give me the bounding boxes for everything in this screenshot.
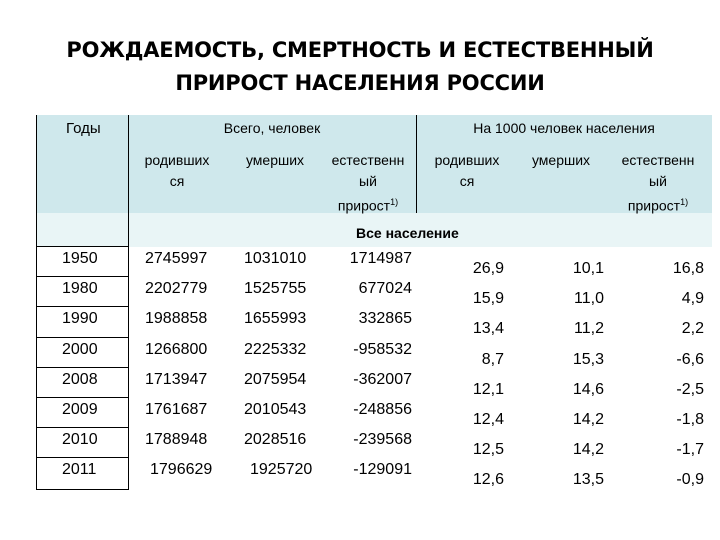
cell-born-rate: 26,9	[472, 260, 504, 277]
cell-year: 1980	[62, 280, 98, 297]
title-line-1: РОЖДАЕМОСТЬ, СМЕРТНОСТЬ И ЕСТЕСТВЕННЫЙ	[66, 38, 654, 62]
cell-year: 1950	[62, 250, 98, 267]
cell-died: 2010543	[244, 401, 307, 418]
cell-born: 1796629	[150, 461, 213, 478]
cell-growth: -248856	[353, 401, 412, 418]
header-growth-part-1: естественн	[331, 152, 405, 168]
header-died: умерших	[245, 152, 305, 168]
cell-year: 2000	[62, 341, 98, 358]
row-divider	[36, 457, 129, 458]
cell-growth: 332865	[358, 310, 412, 327]
bottom-border	[36, 489, 129, 490]
cell-death-rate: 10,1	[572, 260, 604, 277]
row-divider	[36, 306, 129, 307]
cell-year: 2009	[62, 401, 98, 418]
cell-died: 2075954	[244, 371, 307, 388]
cell-death-rate: 14,2	[572, 411, 604, 428]
cell-year: 1990	[62, 310, 98, 327]
header-growth-rate-part-2: ый	[649, 173, 667, 189]
header-death-rate: умерших	[531, 152, 591, 168]
cell-born: 1266800	[145, 341, 208, 358]
years-divider	[128, 115, 129, 490]
cell-growth-rate: 2,2	[681, 320, 704, 337]
cell-born: 1788948	[145, 431, 208, 448]
row-divider	[36, 427, 129, 428]
cell-death-rate: 14,2	[572, 441, 604, 458]
row-divider	[36, 276, 129, 277]
cell-died: 2225332	[244, 341, 307, 358]
header-growth-rate-part-1: естественн	[621, 152, 695, 168]
cell-growth-rate: -6,6	[676, 351, 704, 368]
cell-death-rate: 15,3	[572, 351, 604, 368]
header-total-group: Всего, человек	[223, 120, 321, 136]
cell-died: 1031010	[244, 250, 307, 267]
cell-death-rate: 13,5	[572, 471, 604, 488]
cell-died: 1925720	[250, 461, 313, 478]
row-divider	[36, 337, 129, 338]
cell-year: 2010	[62, 431, 98, 448]
cell-born-rate: 15,9	[472, 290, 504, 307]
header-born-rate-part-1: родивших	[434, 152, 500, 168]
header-growth-footnote: 1)	[390, 197, 399, 207]
cell-born-rate: 12,4	[472, 411, 504, 428]
cell-growth-rate: -1,8	[676, 411, 704, 428]
row-divider	[36, 367, 129, 368]
cell-growth-rate: -1,7	[676, 441, 704, 458]
section-label: Все население	[356, 225, 459, 241]
page-title	[0, 34, 720, 100]
cell-born-rate: 12,6	[472, 471, 504, 488]
cell-growth-rate: 4,9	[681, 290, 704, 307]
cell-death-rate: 11,2	[574, 320, 604, 337]
cell-born: 1713947	[145, 371, 208, 388]
cell-death-rate: 11,0	[574, 290, 604, 307]
header-born-rate-part-2: ся	[459, 173, 475, 189]
left-border	[36, 115, 37, 490]
cell-born-rate: 12,5	[472, 441, 504, 458]
cell-born: 1988858	[145, 310, 208, 327]
cell-born-rate: 12,1	[472, 381, 504, 398]
header-born-part-1: родивших	[144, 152, 210, 168]
header-growth-rate-footnote: 1)	[680, 197, 689, 207]
header-born	[130, 150, 224, 192]
row-divider	[36, 397, 129, 398]
header-growth	[314, 150, 422, 217]
cell-born-rate: 13,4	[472, 320, 504, 337]
cell-died: 1655993	[244, 310, 307, 327]
header-growth-rate	[604, 150, 712, 217]
cell-growth: -362007	[353, 371, 412, 388]
cell-born: 2745997	[145, 250, 208, 267]
cell-growth: 677024	[358, 280, 412, 297]
header-per1000-group: На 1000 человек населения	[473, 120, 655, 136]
cell-growth-rate: 16,8	[672, 260, 704, 277]
header-growth-rate-part-3: прирост	[627, 197, 681, 214]
cell-born: 1761687	[145, 401, 208, 418]
header-born-part-2: ся	[169, 173, 185, 189]
cell-growth: -239568	[353, 431, 412, 448]
header-growth-part-2: ый	[359, 173, 377, 189]
cell-growth: -958532	[353, 341, 412, 358]
cell-death-rate: 14,6	[572, 381, 604, 398]
cell-year: 2011	[62, 461, 97, 478]
cell-growth-rate: -2,5	[676, 381, 704, 398]
header-years: Годы	[66, 120, 101, 137]
cell-growth: 1714987	[349, 250, 412, 267]
cell-died: 2028516	[244, 431, 307, 448]
title-line-2: ПРИРОСТ НАСЕЛЕНИЯ РОССИИ	[175, 71, 545, 95]
header-born-rate	[420, 150, 514, 192]
cell-born: 2202779	[145, 280, 208, 297]
cell-born-rate: 8,7	[481, 351, 504, 368]
cell-died: 1525755	[244, 280, 307, 297]
header-growth-part-3: прирост	[337, 197, 391, 214]
cell-growth: -129091	[353, 461, 412, 478]
header-bottom-divider	[36, 246, 129, 247]
cell-year: 2008	[62, 371, 98, 388]
cell-growth-rate: -0,9	[676, 471, 704, 488]
